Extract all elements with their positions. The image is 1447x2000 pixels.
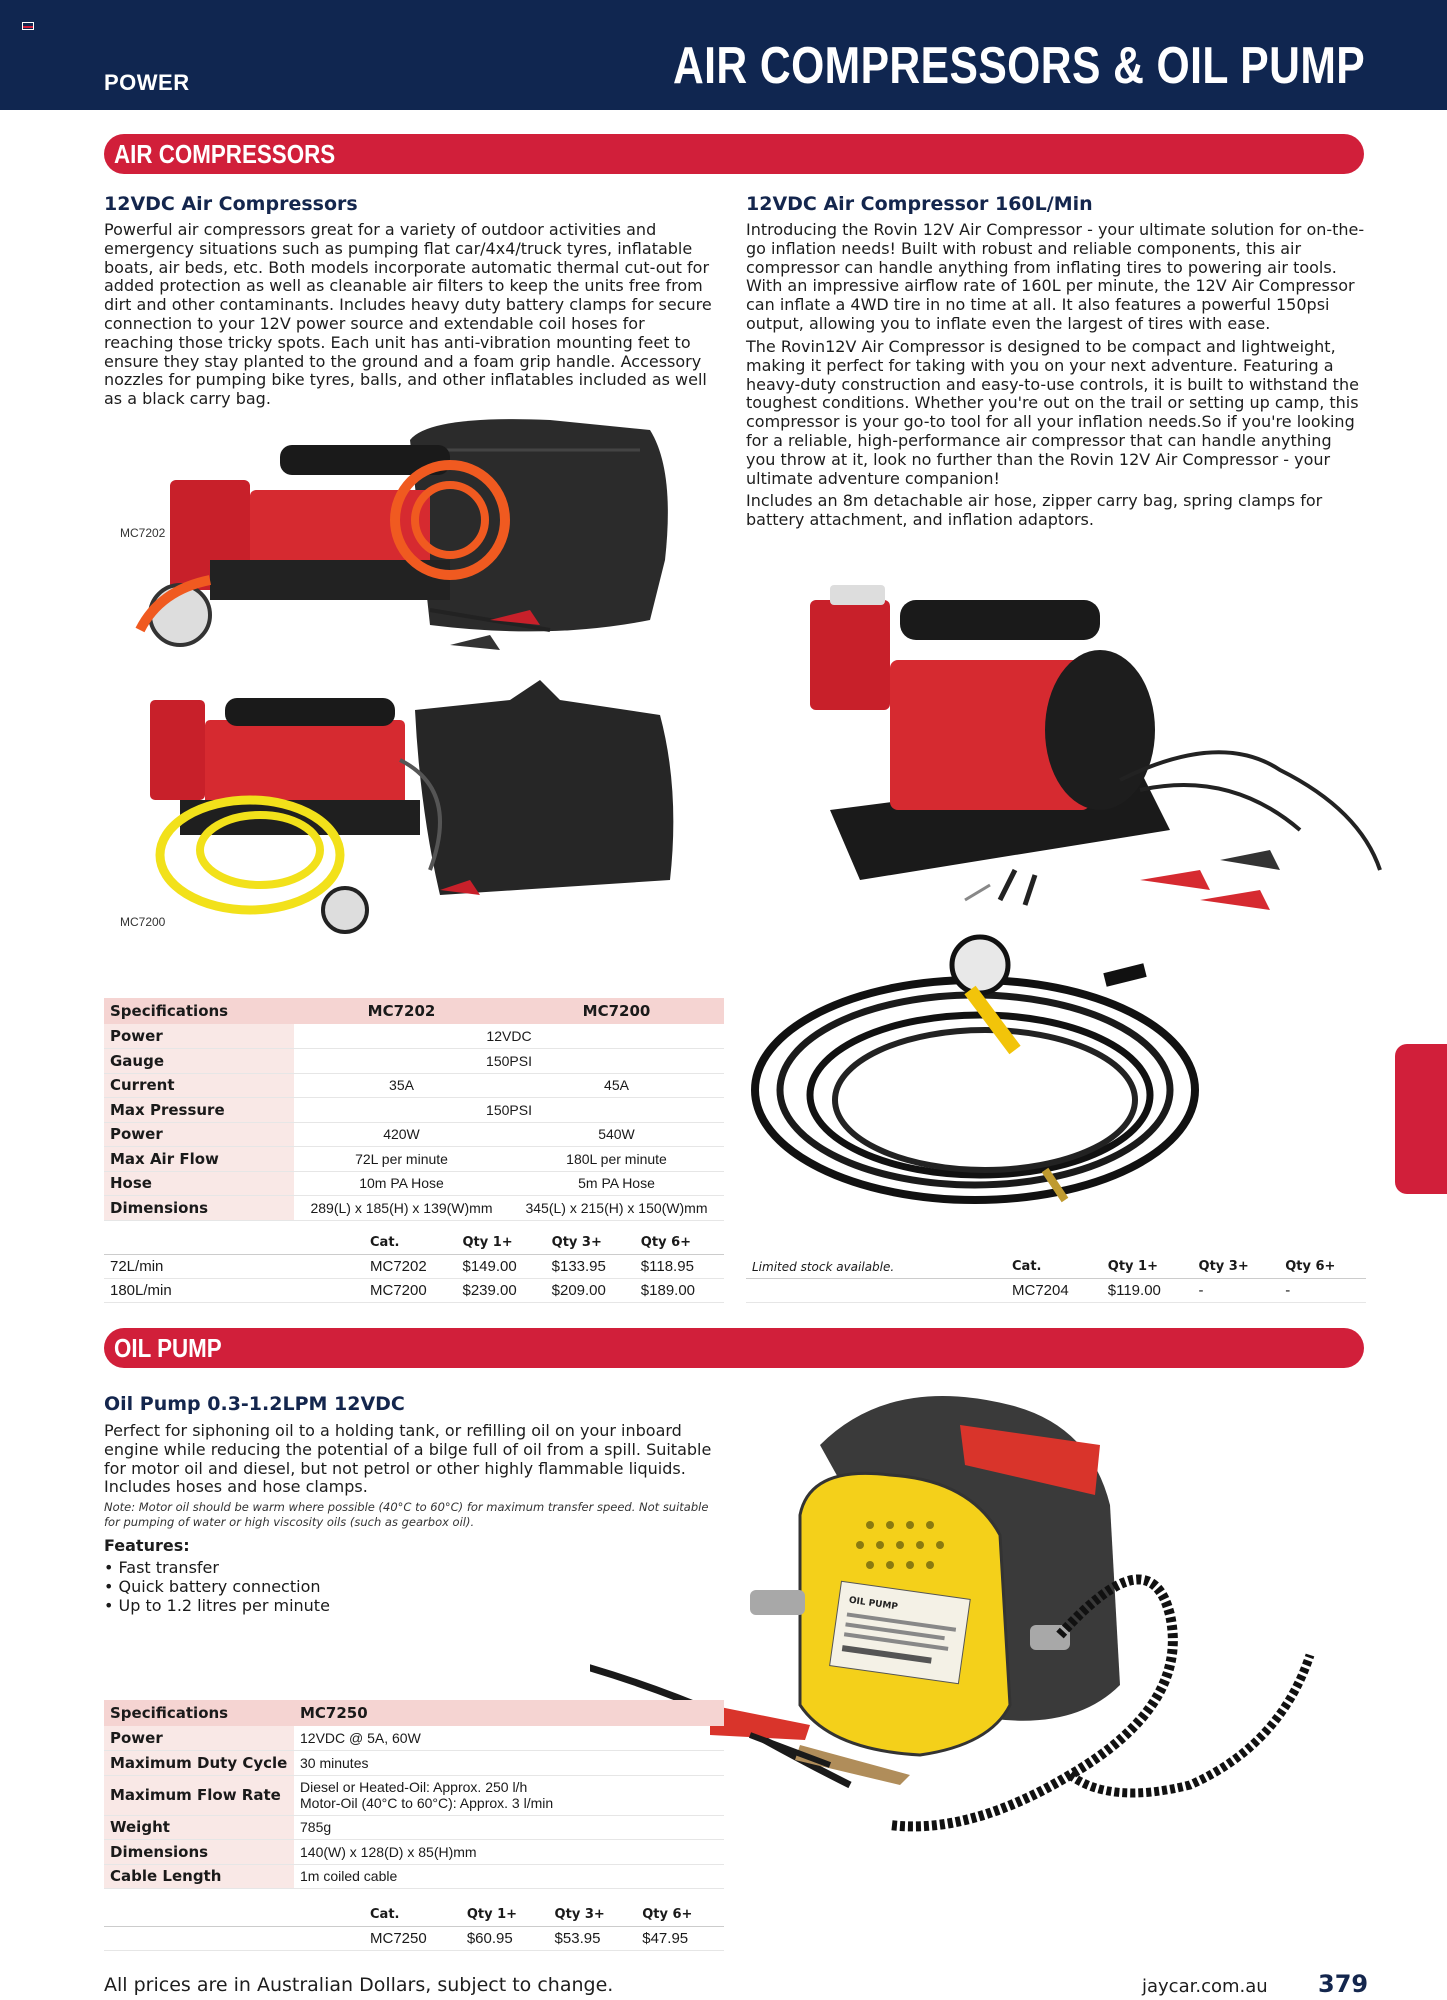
spec-header-mc7250: MC7250 [294,1700,724,1726]
spec-value: 30 minutes [294,1751,724,1776]
price-header-qty6: Qty 6+ [1279,1256,1366,1278]
oil-pump-banner [104,1328,1364,1368]
price-header-qty1: Qty 1+ [1102,1256,1193,1278]
price-header-qty3: Qty 3+ [549,1904,637,1926]
price-disclaimer: All prices are in Australian Dollars, subject to change. [104,1974,614,1996]
spec-label: Maximum Duty Cycle [104,1751,294,1776]
table-row [104,1196,724,1221]
spec-label: Gauge [104,1049,294,1074]
spec-value: 140(W) x 128(D) x 85(H)mm [294,1840,724,1865]
price-cat: MC7202 [364,1254,456,1278]
features-list [104,1558,330,1615]
section-label: POWER [104,70,190,95]
price-qty1: $60.95 [461,1926,549,1950]
oil-pump-spec-table [104,1700,724,1889]
spec-header-row [104,998,724,1024]
limited-stock-note: Limited stock available. [746,1256,1006,1278]
right-product-details: The Rovin12V Air Compressor is designed to be compact and lightweight, making it perfect for taking with you on your next adventure. Featuring a heavy-duty construction and easy-to-use controls, it is built to withstand the toughest conditions. Whether you're out on the trail or setting up camp, this compressor is your go-to tool for all your inflation needs.So if you're looking for a reliable, high-performance air compressor that can handle anything you throw at it, look no further than the Rovin 12V Air Compressor - your ultimate adventure companion! [746,337,1359,488]
mc7202-caption: MC7202 [120,526,166,540]
spec-label: Power [104,1024,294,1049]
price-header-row [104,1232,724,1254]
table-row [104,1024,724,1049]
table-row [104,1926,724,1950]
price-qty6: $47.95 [636,1926,724,1950]
air-compressor-price-table [104,1232,724,1303]
price-qty6: $189.00 [635,1278,724,1302]
table-row [104,1751,724,1776]
spec-value: Diesel or Heated-Oil: Approx. 250 l/h [300,1779,528,1795]
table-row [104,1171,724,1196]
price-header-blank [104,1232,364,1254]
spec-label: Current [104,1073,294,1098]
price-cat: MC7204 [1006,1278,1102,1302]
price-header-qty1: Qty 1+ [456,1232,545,1254]
table-row [746,1278,1366,1302]
price-qty1: $119.00 [1102,1278,1193,1302]
page-number: 379 [1318,1970,1369,1998]
table-row [104,1864,724,1889]
price-model [104,1926,364,1950]
spec-value: 72L per minute [294,1147,509,1172]
spec-value: 10m PA Hose [294,1171,509,1196]
price-model: 72L/min [104,1254,364,1278]
spec-label: Maximum Flow Rate [104,1775,294,1815]
spec-label: Hose [104,1171,294,1196]
table-row [104,1147,724,1172]
price-header-qty6: Qty 6+ [636,1904,724,1926]
spec-value: 1m coiled cable [294,1864,724,1889]
spec-value: 12VDC @ 5A, 60W [294,1726,724,1751]
spec-value: 420W [294,1122,509,1147]
price-qty6: $118.95 [635,1254,724,1278]
price-qty1: $239.00 [456,1278,545,1302]
mc7200-caption: MC7200 [120,915,166,929]
page-header [0,0,1447,110]
table-row [104,1726,724,1751]
list-item: • Quick battery connection [104,1577,330,1596]
price-model [746,1278,1006,1302]
spec-header-mc7200: MC7200 [509,998,724,1024]
left-product-heading: 12VDC Air Compressors [104,193,358,215]
left-product-description: Powerful air compressors great for a variety of outdoor activities and emergency situations such as pumping flat car/4x4/truck tyres, inflatable boats, air beds, etc. Both models incorporate automatic thermal cut-out for added protection as well as cleanable air filters to keep the units free from dirt and other contaminants. Includes heavy duty battery clamps for secure connection to your 12V power source and extendable coil hoses for reaching those tricky spots. Each unit has anti-vibration mounting feet to ensure they stay planted to the ground and a foam grip handle. Accessory nozzles for pumping bike tyres, balls, and other inflatables included as well as a black carry bag. [104,220,712,409]
right-product-intro: Introducing the Rovin 12V Air Compressor - your ultimate solution for on-the-go inflation needs! Built with robust and reliable components, this air compressor can handle anything from inflating tires to powering air tools. With an impressive airflow rate of 160L per minute, the 12V Air Compressor can inflate a 4WD tire in no time at all. It also features a powerful 150psi output, allowing you to inflate even the largest of tires with ease. [746,220,1365,333]
table-row [104,1098,724,1123]
oil-pump-description: Perfect for siphoning oil to a holding tank, or refilling oil on your inboard engine while reducing the potential of a bilge full of oil from a spill. Suitable for motor oil and diesel, but not petrol or other highly flammable liquids. Includes hoses and hose clamps. [104,1421,712,1497]
air-compressor-spec-table [104,998,724,1221]
air-compressors-banner [104,134,1364,174]
spec-value: 150PSI [294,1098,724,1123]
spec-label: Cable Length [104,1864,294,1889]
price-header-row [746,1256,1366,1278]
table-row [104,1840,724,1865]
table-row [104,1073,724,1098]
flag-icon [22,22,34,30]
price-qty3: $53.95 [549,1926,637,1950]
spec-header-label: Specifications [104,1700,294,1726]
spec-value: 5m PA Hose [509,1171,724,1196]
spec-value: 289(L) x 185(H) x 139(W)mm [294,1196,509,1221]
list-item: • Up to 1.2 litres per minute [104,1596,330,1615]
right-product-heading: 12VDC Air Compressor 160L/Min [746,193,1093,215]
spec-value: 12VDC [294,1024,724,1049]
spec-value: 35A [294,1073,509,1098]
price-header-qty3: Qty 3+ [1193,1256,1280,1278]
mc7204-product-image [800,580,1390,940]
pump-sticker-label: OIL PUMP [848,1595,899,1613]
table-row [104,1049,724,1074]
price-header-qty6: Qty 6+ [635,1232,724,1254]
spec-value: 540W [509,1122,724,1147]
spec-label: Weight [104,1815,294,1840]
price-qty1: $149.00 [456,1254,545,1278]
right-product-includes: Includes an 8m detachable air hose, zipper carry bag, spring clamps for battery attachment, and inflation adaptors. [746,491,1323,529]
spec-value: 150PSI [294,1049,724,1074]
spec-header-label: Specifications [104,998,294,1024]
mc7202-product-image [130,410,690,670]
price-cat: MC7200 [364,1278,456,1302]
price-qty3: $209.00 [546,1278,635,1302]
features-title: Features: [104,1536,190,1555]
spec-value: 345(L) x 215(H) x 150(W)mm [509,1196,724,1221]
mc7204-price-table [746,1256,1366,1303]
oil-pump-banner-label: OIL PUMP [114,1333,222,1363]
price-header-blank [104,1904,364,1926]
spec-value: 785g [294,1815,724,1840]
spec-label: Max Air Flow [104,1147,294,1172]
spec-value: 180L per minute [509,1147,724,1172]
spec-label: Power [104,1726,294,1751]
air-compressors-banner-label: AIR COMPRESSORS [114,139,336,169]
spec-label: Dimensions [104,1840,294,1865]
table-row [104,1122,724,1147]
table-row [104,1278,724,1302]
table-row [104,1254,724,1278]
table-row [104,1815,724,1840]
spec-value: 45A [509,1073,724,1098]
oil-pump-note: Note: Motor oil should be warm where possible (40°C to 60°C) for maximum transfer speed. Not suitable for pumping of water or high viscosity oils (such as gearbox oil). [104,1500,709,1529]
spec-label: Dimensions [104,1196,294,1221]
price-model: 180L/min [104,1278,364,1302]
website-link[interactable]: jaycar.com.au [1142,1976,1268,1997]
price-header-cat: Cat. [364,1904,461,1926]
spec-header-row [104,1700,724,1726]
price-header-row [104,1904,724,1926]
page-title: AIR COMPRESSORS & OIL PUMP [672,37,1365,95]
spec-value-multiline [294,1775,724,1815]
air-hose-image [745,930,1225,1220]
price-header-qty3: Qty 3+ [546,1232,635,1254]
price-qty3: - [1193,1278,1280,1302]
price-header-qty1: Qty 1+ [461,1904,549,1926]
list-item: • Fast transfer [104,1558,330,1577]
spec-header-mc7202: MC7202 [294,998,509,1024]
table-row [104,1775,724,1815]
spec-label: Max Pressure [104,1098,294,1123]
price-qty3: $133.95 [546,1254,635,1278]
side-tab [1395,1044,1447,1194]
mc7200-product-image [140,670,690,940]
spec-value: Motor-Oil (40°C to 60°C): Approx. 3 l/min [300,1795,554,1811]
price-cat: MC7250 [364,1926,461,1950]
price-header-cat: Cat. [1006,1256,1102,1278]
price-qty6: - [1279,1278,1366,1302]
spec-label: Power [104,1122,294,1147]
oil-pump-price-table [104,1904,724,1951]
oil-pump-heading: Oil Pump 0.3-1.2LPM 12VDC [104,1393,405,1415]
price-header-cat: Cat. [364,1232,456,1254]
